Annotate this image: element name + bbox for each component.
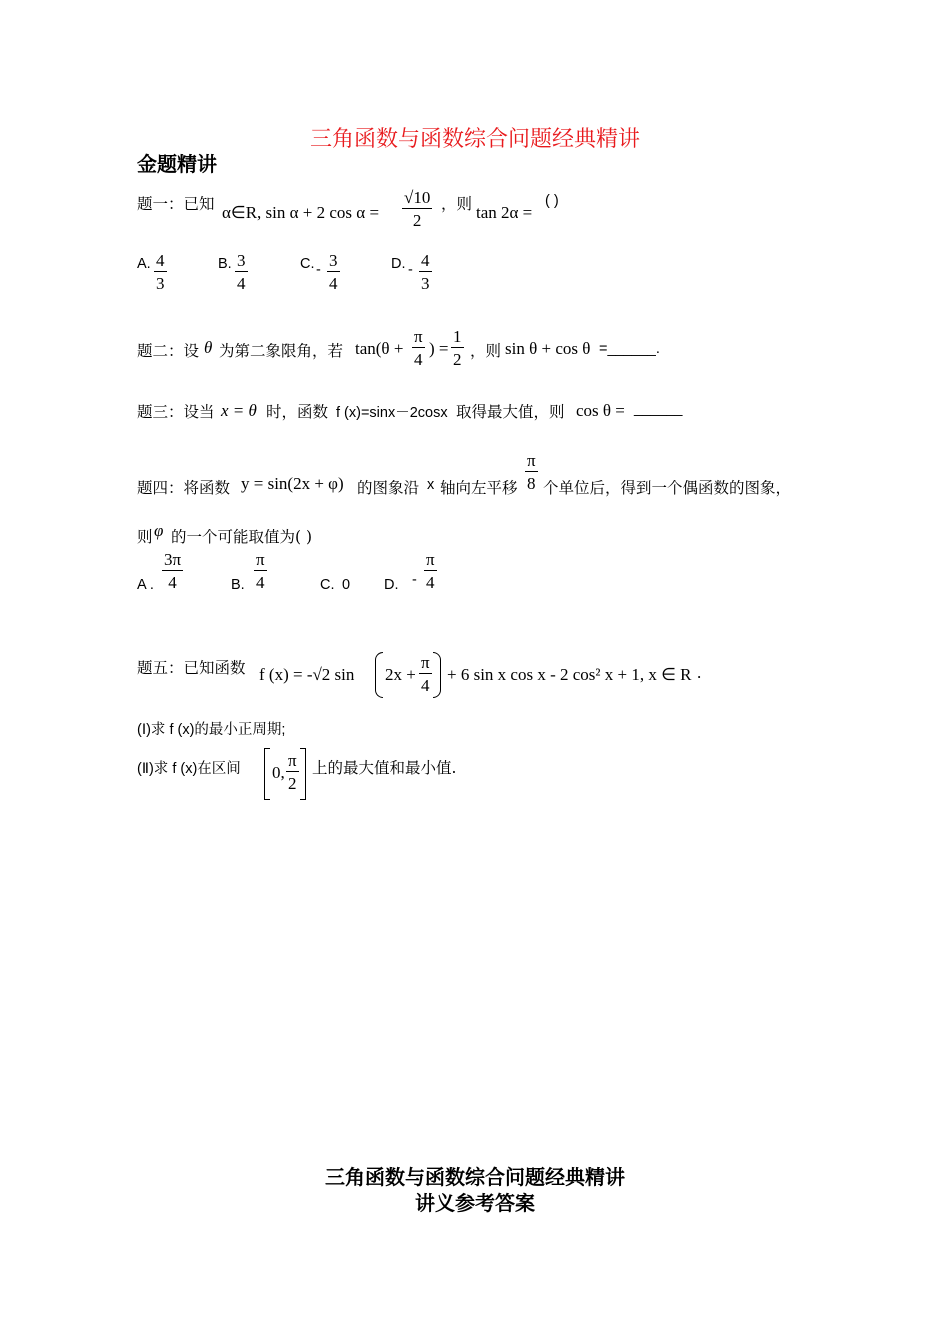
q1-fraction-den: 2 [412, 211, 422, 230]
option-num: 3 [329, 251, 338, 270]
fraction-num: π [414, 327, 423, 346]
q1-label: 题一：已知 [137, 195, 215, 213]
q2-expr3: sin θ + cos θ [505, 339, 591, 358]
q5-left-paren [375, 652, 383, 698]
q4-label: 题四：将函数 [137, 479, 231, 497]
option-letter: D. [384, 577, 399, 593]
q5-interval-right-bracket [300, 748, 306, 800]
q4-fraction-pi-8 [525, 452, 538, 492]
fraction-den: 2 [453, 350, 462, 369]
section-heading: 金题精讲 [137, 152, 217, 176]
option-den: 4 [329, 274, 338, 293]
q1-condition: α∈R, sin α + 2 cos α = [222, 203, 380, 222]
q4-line2-a: 则 [137, 528, 153, 546]
option-den: 4 [426, 573, 435, 592]
option-fraction [327, 252, 340, 292]
option-num: 3π [164, 550, 182, 569]
fraction-den: 8 [527, 474, 536, 493]
option-fraction [424, 551, 437, 591]
q3-text2: 取得最大值，则 [456, 403, 565, 421]
option-letter: A. [137, 256, 151, 272]
q2-text1: 为第二象限角，若 [219, 342, 344, 360]
q4-line2-b: 的一个可能取值为( ) [171, 528, 313, 546]
q4-x: x [427, 477, 435, 493]
option-fraction [154, 252, 167, 292]
q2-expr2: ) = [429, 339, 449, 358]
q5-expr-dot: . [697, 663, 702, 682]
fraction-num: π [288, 751, 297, 770]
option-num: 3 [237, 251, 246, 270]
option-sign: - [408, 262, 413, 278]
option-sign: - [316, 262, 321, 278]
option-fraction [254, 551, 267, 591]
option-num: 4 [421, 251, 430, 270]
page-title: 三角函数与函数综合问题经典精讲 [309, 127, 640, 152]
option-den: 3 [421, 274, 430, 293]
q5-expr-a: f (x) = -√2 sin [259, 665, 355, 684]
option-letter: B. [218, 256, 232, 272]
option-den: 4 [168, 573, 177, 592]
q3-expr: x = θ [221, 401, 257, 420]
q4-text1: 的图象沿 [357, 479, 420, 497]
q2-fraction-pi-4 [412, 328, 425, 368]
q4-phi: φ [154, 521, 164, 540]
option-value: 0 [342, 577, 351, 593]
option-fraction [162, 551, 183, 591]
q5-right-paren [433, 652, 441, 698]
fraction-den: 2 [288, 774, 297, 793]
q2-expr1: tan(θ + [355, 339, 404, 358]
q1-target: tan 2α = [476, 203, 533, 222]
fraction-num: 1 [453, 327, 462, 346]
q1-then: ，则 [441, 195, 473, 213]
option-letter: B. [231, 577, 245, 593]
q2-answer-blank[interactable]: =______. [599, 341, 660, 357]
fraction-den: 4 [421, 676, 430, 695]
q2-fraction-1-2 [451, 328, 464, 368]
q4-expr: y = sin(2x + φ) [241, 474, 344, 493]
q5-part-1: (Ⅰ)求 f (x)的最小正周期; [137, 722, 286, 738]
option-letter: D. [391, 256, 406, 272]
answers-title: 三角函数与函数综合问题经典精讲 [325, 1165, 625, 1189]
q5-interval-fraction [286, 752, 299, 792]
q3-expr2: cos θ = [576, 401, 625, 420]
q1-paren: ( ) [545, 193, 559, 209]
q3-label: 题三：设当 [137, 403, 215, 421]
option-den: 4 [237, 274, 246, 293]
option-den: 3 [156, 274, 165, 293]
q5-part-2-a: (Ⅱ)求 f (x)在区间 [137, 761, 241, 777]
fraction-num: π [527, 451, 536, 470]
q5-expr-b: 2x + [385, 665, 416, 684]
option-fraction [419, 252, 432, 292]
option-num: 4 [156, 251, 165, 270]
q4-text3: 个单位后，得到一个偶函数的图象， [543, 479, 792, 497]
fraction-num: π [421, 653, 430, 672]
option-den: 4 [256, 573, 265, 592]
q5-fraction-pi-4 [419, 654, 432, 694]
q2-label: 题二：设 [137, 342, 200, 360]
q4-text2: 轴向左平移 [440, 479, 518, 497]
q2-text2: ，则 [470, 342, 502, 360]
q3-text1: 时，函数 [266, 403, 329, 421]
option-sign: - [412, 572, 417, 588]
fraction-den: 4 [414, 350, 423, 369]
option-letter: C. [320, 577, 335, 593]
q5-interval-start: 0, [272, 763, 285, 782]
q2-theta: θ [204, 338, 213, 357]
answers-subtitle: 讲义参考答案 [415, 1191, 535, 1215]
q5-expr-c: + 6 sin x cos x - 2 cos² x + 1, x ∈ R [447, 665, 692, 684]
q1-fraction-num: √10 [404, 188, 431, 207]
q3-answer-blank[interactable]: ______ [634, 401, 683, 417]
q1-fraction [402, 189, 432, 229]
q5-interval-left-bracket [264, 748, 270, 800]
option-fraction [235, 252, 248, 292]
option-letter: C. [300, 256, 315, 272]
q3-function: f (x)=sinx－2cosx [336, 405, 448, 421]
option-num: π [426, 550, 435, 569]
q5-label: 题五：已知函数 [137, 659, 246, 677]
q5-part-2-b: 上的最大值和最小值. [312, 759, 457, 777]
option-letter: A . [137, 577, 154, 593]
option-num: π [256, 550, 265, 569]
